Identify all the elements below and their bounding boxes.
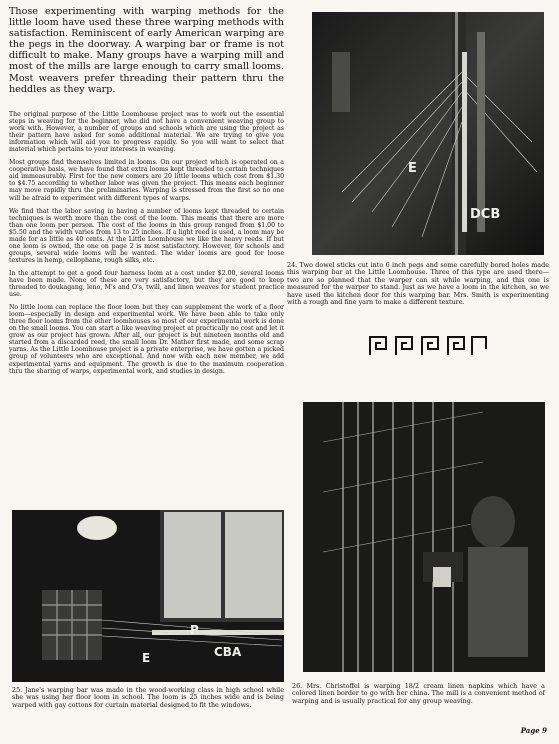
caption-26: 26. Mrs. Christoffel is warping 18/2 cream linen napkins which have a colored linen border to go with her china. The mill is a convenient method of warping and is usually practical for any group weaving. [292, 682, 545, 705]
caption-24: 24. Two dowel sticks cut into 6 inch pegs and some carefully bored holes made this warping bar at the Little Loomhouse. Three of this type are used there—two are so planned that the warper can sit while warping, and this one is measured for the warper to stand. Just as we have a loom in the kitchen, so we have used the kitchen door for this warping bar. Mrs. Smith is experimenting with a rough and fine yarn to make a different texture. [287, 261, 549, 307]
photo-26-warping-mill [303, 402, 545, 672]
photo-letter: P [190, 623, 199, 637]
paragraph: We find that the labor saving in having a number of looms kept threaded to certain techniques is worth more than the cost of the loom. This means that there are more than one loom per person. The cost of the looms in this group ranged from $1.00 to $5.50 and the width varies from 13 to 25 inches. If a light reed is used, a loom may be made for as little as 40 cents. At the Little Loomhouse we like the heavy reeds. If but one loom is owned, the one on page 2 is most satisfactory. However, for schools and groups, several wide looms will be wanted. The wider looms are good for loose textures in hemp, cellophane, rough silks, etc. [9, 207, 284, 264]
photo-letter: E [142, 651, 151, 665]
caption-25: 25. Jane's warping bar was made in the wood-working class in high school while she was using her floor loom in school. The loom is 25 inches wide and is being warped with gay cottons for curtain material designed to fit the windows. [12, 686, 284, 709]
paragraph: The original purpose of the Little Loomhouse project was to work out the essential steps in weaving for the beginner, who did not have a convenient weaving group to work with. However, a number of groups and schools which are using the project as their pattern have asked for some additional material. We are trying to give you information which will aid you to progress rapidly. So you will want to select that material which pertains to your interests in weaving. [9, 111, 284, 154]
photo-24-warping-bar [312, 12, 544, 255]
body-text [9, 111, 284, 381]
photo-letters: DCB [470, 207, 501, 222]
photo-letter: E [408, 161, 417, 176]
greek-key-ornament [368, 335, 488, 357]
page-number: Page 9 [520, 726, 547, 735]
paragraph: Most groups find themselves limited in looms. On our project which is operated on a cooperative basis, we have found that extra looms kept threaded to certain techniques aid immeasurably. First for the new comers are 20 little looms which cost from $1.30 to $4.75 according to whether labor was given the project. This means each beginner may move rapidly thru the preliminaries. Warping is stressed from the first so no one will be afraid to experiment with different types of warps. [9, 159, 284, 202]
paragraph: No little loom can replace the floor loom but they can supplement the work of a floor loom—especially in design and experimental work. We have been able to take only three floor looms from the other loomhouses so most of our experimental work is done on the small looms. You can start a like weaving project at practically no cost and let it grow as our project has grown. After all, our project is but nineteen months old and started from a discarded reed, the small loom Dr. Mather first made, and some scrap yarns. As the Little Loomhouse project is a private enterprise, we have gotten a picked group of volunteers who are exceptional. And now with each new member, we add experimental yarns and equipment. The growth is due to the maximum cooperation thru the sharing of warps, experimental work, and studies in design. [9, 304, 284, 375]
paragraph: In the attempt to get a good four harness loom at a cost under $2.00, several looms have been made. None of these are very satisfactory, but they are good to keep threaded to doukagang, leno, M's and O's, twill, and linen weaves for student practice use. [9, 269, 284, 299]
intro-paragraph: Those experimenting with warping methods for the little loom have used these three warping methods with satisfaction. Reminiscent of early American warping are the pegs in the doorway. A warping bar or frame is not difficult to make. Many groups have a warping mill and most of the mills are large enough to carry small looms. Most weavers prefer threading their pattern thru the heddles as they warp. [9, 6, 284, 95]
photo-letters: CBA [214, 645, 242, 659]
photo-25-janes-warping-bar [12, 510, 284, 682]
